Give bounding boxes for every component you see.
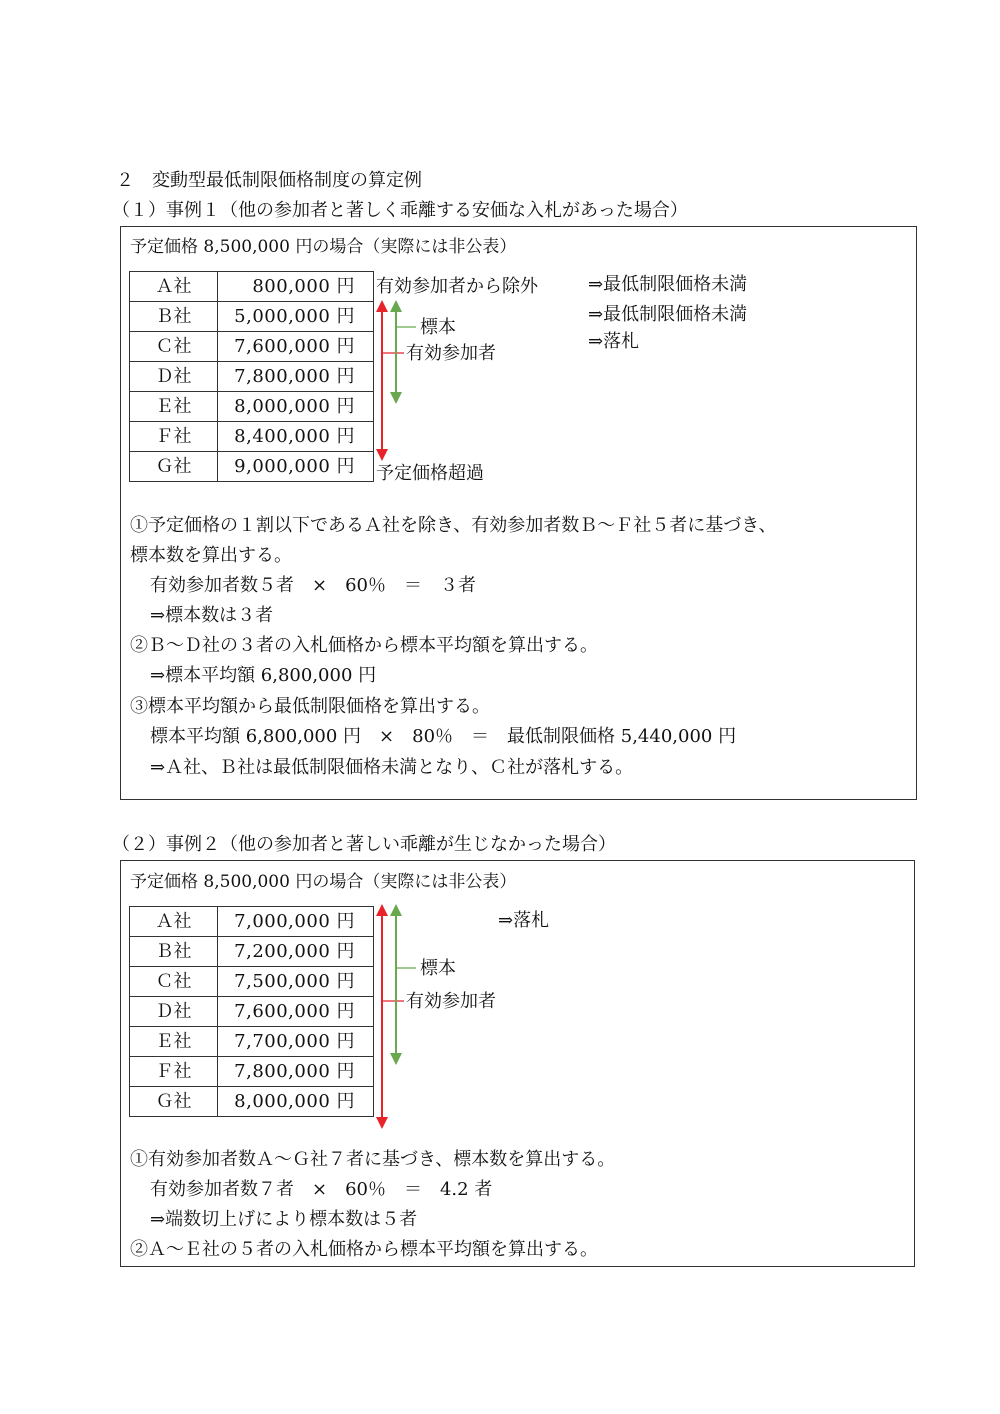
table-row bbox=[130, 937, 374, 967]
explanation-line: ⇒端数切上げにより標本数は５者 bbox=[150, 1209, 418, 1230]
table-row bbox=[130, 967, 374, 997]
table-row bbox=[130, 1057, 374, 1087]
section-heading: ２ 変動型最低制限価格制度の算定例 bbox=[116, 170, 422, 191]
amount-cell: 9,000,000 円 bbox=[218, 452, 374, 482]
amount-cell: 5,000,000 円 bbox=[218, 302, 374, 332]
result-label: ⇒最低制限価格未満 bbox=[588, 274, 748, 295]
company-cell: Ｃ社 bbox=[130, 967, 218, 997]
case2-price-note: 予定価格 8,500,000 円の場合（実際には非公表） bbox=[130, 872, 517, 892]
table-row bbox=[130, 1087, 374, 1117]
table-row bbox=[130, 997, 374, 1027]
explanation-line: ⇒標本平均額 6,800,000 円 bbox=[150, 665, 377, 686]
participants-label: 有効参加者 bbox=[406, 991, 496, 1012]
table-row bbox=[130, 907, 374, 937]
amount-cell: 7,200,000 円 bbox=[218, 937, 374, 967]
explanation-line: ②Ａ～Ｅ社の５者の入札価格から標本平均額を算出する。 bbox=[130, 1239, 598, 1260]
company-cell: Ａ社 bbox=[130, 272, 218, 302]
company-cell: Ｅ社 bbox=[130, 1027, 218, 1057]
explanation-line: 有効参加者数７者 × 60％ ＝ 4.2 者 bbox=[150, 1179, 493, 1200]
explanation-line: ⇒標本数は３者 bbox=[150, 605, 274, 626]
company-cell: Ｄ社 bbox=[130, 997, 218, 1027]
amount-cell: 7,600,000 円 bbox=[218, 997, 374, 1027]
explanation-line: ③標本平均額から最低制限価格を算出する。 bbox=[130, 696, 490, 717]
amount-cell: 8,000,000 円 bbox=[218, 1087, 374, 1117]
participants-label: 有効参加者 bbox=[406, 343, 496, 364]
explanation-line: 標本数を算出する。 bbox=[130, 545, 292, 566]
explanation-line: 標本平均額 6,800,000 円 × 80％ ＝ 最低制限価格 5,440,000 円 bbox=[150, 726, 737, 747]
company-cell: Ｂ社 bbox=[130, 937, 218, 967]
sample-label: 標本 bbox=[420, 958, 456, 979]
case1-price-note: 予定価格 8,500,000 円の場合（実際には非公表） bbox=[130, 237, 517, 257]
result-label: ⇒落札 bbox=[498, 910, 550, 931]
amount-cell: 7,800,000 円 bbox=[218, 362, 374, 392]
result-label: ⇒落札 bbox=[588, 331, 640, 352]
explanation-line: 有効参加者数５者 × 60％ ＝ ３者 bbox=[150, 575, 476, 596]
company-cell: Ｆ社 bbox=[130, 1057, 218, 1087]
explanation-line: ⇒Ａ社、Ｂ社は最低制限価格未満となり、Ｃ社が落札する。 bbox=[150, 757, 634, 778]
company-cell: Ｅ社 bbox=[130, 392, 218, 422]
explanation-line: ①予定価格の１割以下であるＡ社を除き、有効参加者数Ｂ～Ｆ社５者に基づき、 bbox=[130, 515, 777, 536]
company-cell: Ｆ社 bbox=[130, 422, 218, 452]
amount-cell: 8,000,000 円 bbox=[218, 392, 374, 422]
company-cell: Ａ社 bbox=[130, 907, 218, 937]
amount-cell: 7,000,000 円 bbox=[218, 907, 374, 937]
over-price-label: 予定価格超過 bbox=[376, 463, 484, 484]
case2-title: （２）事例２（他の参加者と著しい乖離が生じなかった場合） bbox=[112, 834, 616, 855]
case2-bid-table bbox=[129, 906, 374, 1117]
result-label: ⇒最低制限価格未満 bbox=[588, 304, 748, 325]
exclude-label: 有効参加者から除外 bbox=[376, 276, 538, 297]
company-cell: Ｇ社 bbox=[130, 1087, 218, 1117]
amount-cell: 7,600,000 円 bbox=[218, 332, 374, 362]
company-cell: Ｇ社 bbox=[130, 452, 218, 482]
explanation-line: ①有効参加者数Ａ～Ｇ社７者に基づき、標本数を算出する。 bbox=[130, 1149, 616, 1170]
amount-cell: 800,000 円 bbox=[218, 272, 374, 302]
amount-cell: 7,500,000 円 bbox=[218, 967, 374, 997]
case1-title: （１）事例１（他の参加者と著しく乖離する安価な入札があった場合） bbox=[112, 200, 688, 221]
amount-cell: 8,400,000 円 bbox=[218, 422, 374, 452]
sample-label: 標本 bbox=[420, 317, 456, 338]
amount-cell: 7,700,000 円 bbox=[218, 1027, 374, 1057]
table-row bbox=[130, 1027, 374, 1057]
explanation-line: ②Ｂ～Ｄ社の３者の入札価格から標本平均額を算出する。 bbox=[130, 635, 598, 656]
company-cell: Ｂ社 bbox=[130, 302, 218, 332]
amount-cell: 7,800,000 円 bbox=[218, 1057, 374, 1087]
company-cell: Ｃ社 bbox=[130, 332, 218, 362]
company-cell: Ｄ社 bbox=[130, 362, 218, 392]
